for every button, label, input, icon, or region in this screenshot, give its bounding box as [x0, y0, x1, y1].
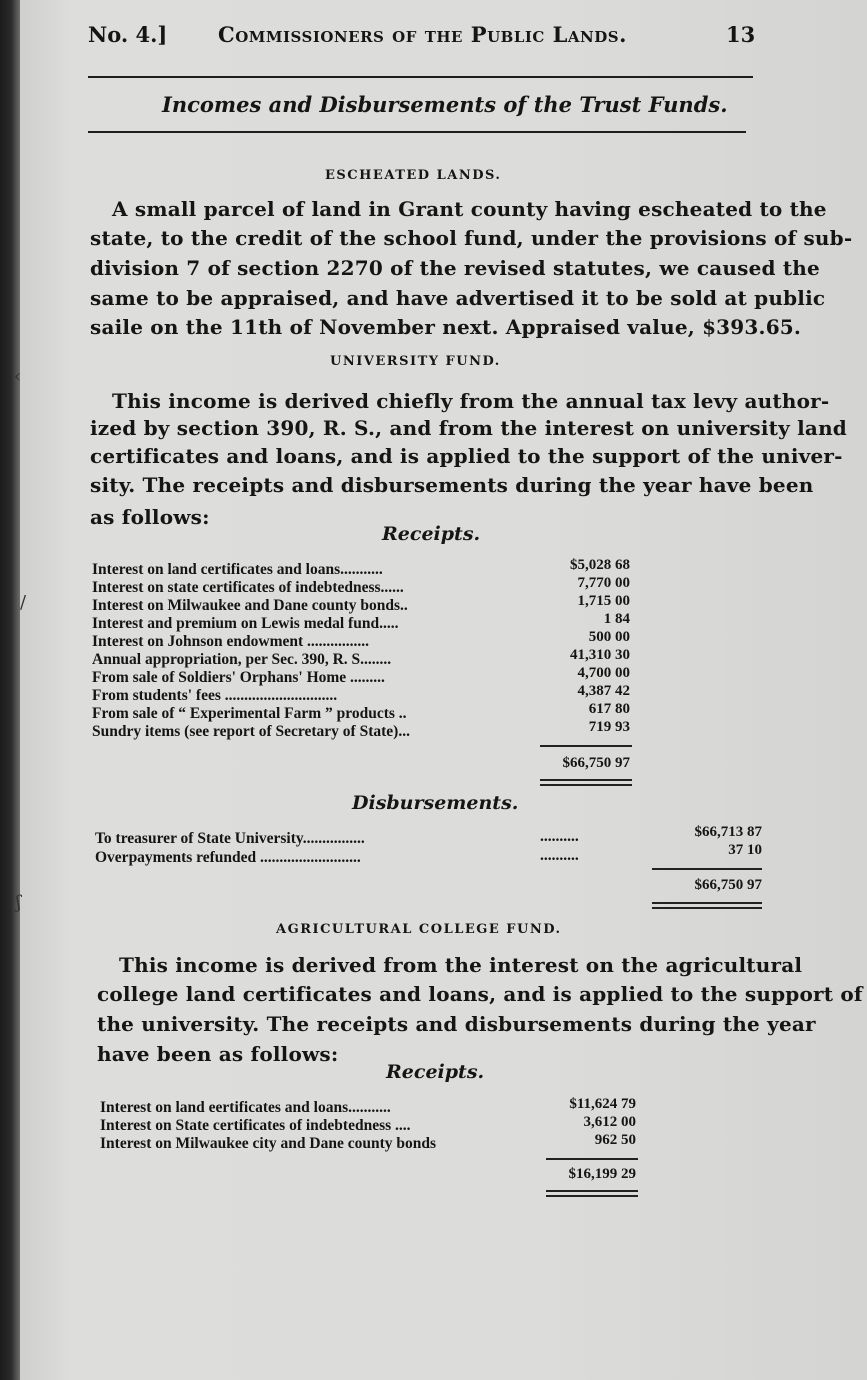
- running-title: Commissioners of the Public Lands.: [218, 22, 627, 47]
- double-rule: [652, 902, 762, 904]
- agricultural-heading: AGRICULTURAL COLLEGE FUND.: [276, 922, 562, 937]
- disbursement-label: To treasurer of State University................: [95, 830, 365, 847]
- receipt-amount: 962 50: [594, 1132, 636, 1148]
- receipt-label: Interest on Johnson endowment ................: [92, 633, 370, 650]
- agricultural-receipts-total: $16,199 29: [568, 1166, 636, 1182]
- margin-mark: ‹: [14, 366, 22, 387]
- receipt-label: Sundry items (see report of Secretary of State)...: [92, 723, 410, 740]
- double-rule: [652, 907, 762, 909]
- disbursement-amount: 37 10: [728, 842, 762, 858]
- paragraph-line: division 7 of section 2270 of the revised statutes, we caused the: [90, 256, 820, 280]
- receipt-label: From sale of Soldiers' Orphans' Home .........: [92, 669, 385, 686]
- university-heading: UNIVERSITY FUND.: [330, 354, 501, 369]
- sum-rule: [540, 745, 632, 747]
- paragraph-line: same to be appraised, and have advertised it to be sold at public: [90, 286, 826, 310]
- receipt-amount: 3,612 00: [583, 1114, 636, 1130]
- receipt-label: Interest on land eertificates and loans...........: [100, 1099, 391, 1116]
- receipt-label: From students' fees .............................: [92, 687, 338, 704]
- agricultural-receipts-heading: Receipts.: [386, 1061, 485, 1083]
- receipt-label: From sale of “ Experimental Farm ” products ..: [92, 705, 407, 722]
- receipt-amount: 41,310 30: [570, 647, 630, 663]
- paragraph-line: saile on the 11th of November next. Appraised value, $393.65.: [90, 315, 802, 339]
- university-disbursements-heading: Disbursements.: [352, 792, 519, 814]
- receipt-label: Interest on State certificates of indebtedness ....: [100, 1117, 411, 1134]
- receipt-label: Interest on Milwaukee city and Dane county bonds: [100, 1135, 437, 1152]
- receipt-amount: 1,715 00: [577, 593, 630, 609]
- paragraph-line: sity. The receipts and disbursements during the year have been: [90, 473, 814, 497]
- receipt-label: Annual appropriation, per Sec. 390, R. S........: [92, 651, 392, 668]
- page-number: 13: [726, 22, 756, 47]
- paragraph-line: state, to the credit of the school fund, under the provisions of sub-: [90, 226, 853, 250]
- double-rule: [540, 779, 632, 781]
- disbursement-label: Overpayments refunded ..........................: [95, 849, 361, 866]
- university-disbursements-total: $66,750 97: [694, 877, 762, 893]
- document-page: [14, 0, 867, 1380]
- university-receipts-heading: Receipts.: [382, 523, 481, 545]
- receipt-amount: 1 84: [603, 611, 630, 627]
- double-rule: [540, 784, 632, 786]
- sum-rule: [652, 868, 762, 870]
- header-rule-top: [88, 76, 753, 78]
- paragraph-line: the university. The receipts and disbursements during the year: [97, 1012, 816, 1036]
- paragraph-line: have been as follows:: [97, 1042, 339, 1066]
- university-receipts-total: $66,750 97: [562, 755, 630, 771]
- paragraph-line: ized by section 390, R. S., and from the interest on university land: [90, 416, 847, 440]
- paragraph-line: certificates and loans, and is applied to the support of the univer-: [90, 444, 843, 468]
- paragraph-line: This income is derived from the interest on the agricultural: [119, 953, 803, 977]
- receipt-amount: $5,028 68: [570, 557, 630, 573]
- sum-rule: [546, 1158, 638, 1160]
- paragraph-line: college land certificates and loans, and is applied to the support of: [97, 982, 863, 1006]
- double-rule: [546, 1195, 638, 1197]
- receipt-amount: 617 80: [588, 701, 630, 717]
- section-title: Incomes and Disbursements of the Trust Funds.: [162, 92, 728, 117]
- paragraph-line: as follows:: [90, 505, 210, 529]
- double-rule: [546, 1190, 638, 1192]
- receipt-amount: 7,770 00: [577, 575, 630, 591]
- paragraph-line: A small parcel of land in Grant county having escheated to the: [112, 197, 827, 221]
- header-rule-bottom: [88, 131, 746, 133]
- disbursement-amount: $66,713 87: [694, 824, 762, 840]
- book-spine-shadow: [0, 0, 20, 1380]
- receipt-label: Interest on Milwaukee and Dane county bonds..: [92, 597, 408, 614]
- doc-number: No. 4.]: [88, 22, 168, 47]
- receipt-label: Interest on state certificates of indebtedness......: [92, 579, 404, 596]
- escheated-heading: ESCHEATED LANDS.: [325, 168, 502, 183]
- receipt-amount: 4,387 42: [577, 683, 630, 699]
- receipt-label: Interest on land certificates and loans...........: [92, 561, 383, 578]
- receipt-amount: 719 93: [588, 719, 630, 735]
- receipt-amount: 500 00: [588, 629, 630, 645]
- margin-mark: /: [20, 592, 27, 613]
- receipt-label: Interest and premium on Lewis medal fund.....: [92, 615, 399, 632]
- receipt-amount: $11,624 79: [569, 1096, 636, 1112]
- paragraph-line: This income is derived chiefly from the annual tax levy author-: [112, 389, 830, 413]
- margin-mark: ʃ: [16, 892, 21, 913]
- disbursement-leader: ..........: [540, 828, 579, 845]
- disbursement-leader: ..........: [540, 847, 579, 864]
- receipt-amount: 4,700 00: [577, 665, 630, 681]
